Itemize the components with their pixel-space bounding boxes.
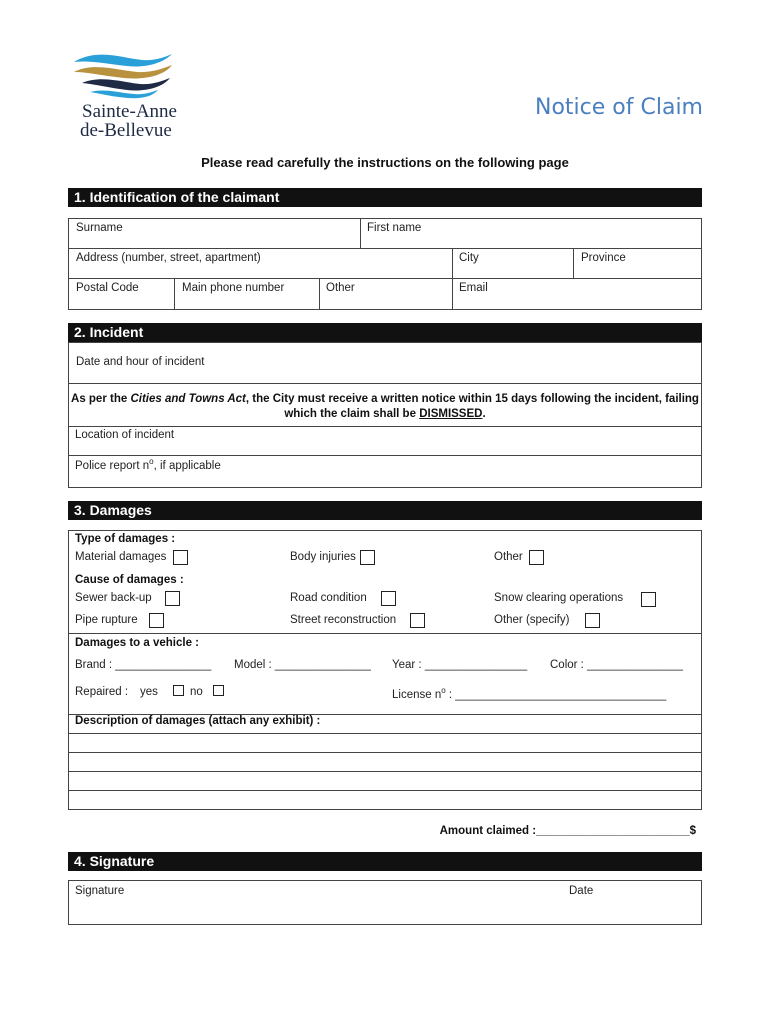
material-damages-label: Material damages <box>75 551 167 563</box>
sewer-backup-checkbox[interactable] <box>165 591 180 606</box>
location-label: Location of incident <box>75 429 175 441</box>
signature-table[interactable] <box>68 880 702 925</box>
cause-of-damages-heading: Cause of damages : <box>75 574 184 586</box>
other-specify-label: Other (specify) <box>494 614 570 626</box>
dismissed-text: DISMISSED <box>419 408 483 420</box>
other-damage-checkbox[interactable] <box>529 550 544 565</box>
description-lines[interactable] <box>69 733 701 809</box>
instructions-note: Please read carefully the instructions on the following page <box>201 155 569 170</box>
street-reconstruction-label: Street reconstruction <box>290 614 397 626</box>
signature-label: Signature <box>75 885 125 897</box>
repaired-yes-checkbox[interactable] <box>173 685 184 696</box>
surname-label: Surname <box>76 222 123 234</box>
city-logo <box>72 50 182 140</box>
model-field[interactable]: Model : _______________ <box>234 659 371 671</box>
amount-claimed-field[interactable]: Amount claimed :________________________$ <box>439 825 696 837</box>
type-of-damages-heading: Type of damages : <box>75 533 176 545</box>
other-phone-label: Other <box>326 282 355 294</box>
other-specify-checkbox[interactable] <box>585 613 600 628</box>
page-title: Notice of Claim <box>535 95 703 120</box>
material-damages-checkbox[interactable] <box>173 550 188 565</box>
cities-towns-act: Cities and Towns Act <box>130 393 246 405</box>
body-injuries-label: Body injuries <box>290 551 356 563</box>
postal-code-label: Postal Code <box>76 282 139 294</box>
other-damage-label: Other <box>494 551 523 563</box>
road-condition-checkbox[interactable] <box>381 591 396 606</box>
brand-field[interactable]: Brand : _______________ <box>75 659 212 671</box>
license-field[interactable]: License $n^o$ : _________________________________ <box>392 686 667 701</box>
date-label: Date <box>569 885 594 897</box>
pipe-rupture-checkbox[interactable] <box>149 613 164 628</box>
first-name-label: First name <box>367 222 422 234</box>
section-1-header: 1. Identification of the claimant <box>68 188 702 207</box>
city-label: City <box>459 252 479 264</box>
logo-name-line1: Sainte-Anne <box>82 101 177 122</box>
repaired-no-checkbox[interactable] <box>213 685 224 696</box>
repaired-label: Repaired : <box>75 686 129 698</box>
section-2-header: 2. Incident <box>68 323 702 342</box>
body-injuries-checkbox[interactable] <box>360 550 375 565</box>
repaired-yes-label: yes <box>140 686 158 698</box>
snow-clearing-label: Snow clearing operations <box>494 592 624 604</box>
description-heading: Description of damages (attach any exhibit) : <box>75 715 321 727</box>
date-hour-label: Date and hour of incident <box>76 356 205 368</box>
claimant-identification-table <box>68 218 702 310</box>
police-report-label: Police report $n^o$, if applicable <box>75 457 221 472</box>
logo-name-line2: de-Bellevue <box>80 120 172 141</box>
main-phone-label: Main phone number <box>182 282 285 294</box>
section-3-header: 3. Damages <box>68 501 702 520</box>
email-label: Email <box>459 282 488 294</box>
year-field[interactable]: Year : ________________ <box>392 659 528 671</box>
vehicle-damages-heading: Damages to a vehicle : <box>75 637 199 649</box>
color-field[interactable]: Color : _______________ <box>550 659 684 671</box>
street-reconstruction-checkbox[interactable] <box>410 613 425 628</box>
snow-clearing-checkbox[interactable] <box>641 592 656 607</box>
repaired-no-label: no <box>190 686 203 698</box>
province-label: Province <box>581 252 626 264</box>
fifteen-day-warning: As per the Cities and Towns Act, the City must receive a written notice within 15 days following the incident, failing which the claim shall be DISMISSED. <box>71 393 699 420</box>
section-4-header: 4. Signature <box>68 852 702 871</box>
address-label: Address (number, street, apartment) <box>76 252 261 264</box>
sewer-backup-label: Sewer back-up <box>75 592 152 604</box>
road-condition-label: Road condition <box>290 592 367 604</box>
logo-waves-icon <box>72 50 182 100</box>
pipe-rupture-label: Pipe rupture <box>75 614 138 626</box>
